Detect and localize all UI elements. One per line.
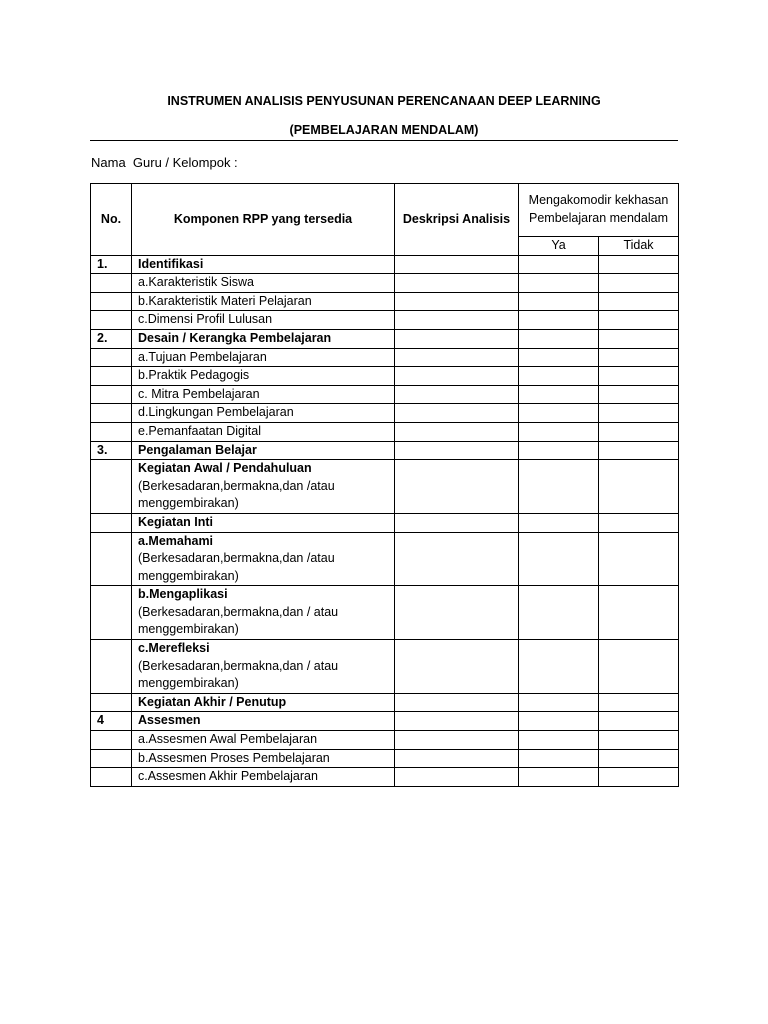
yes-cell[interactable]	[519, 768, 599, 787]
description-cell[interactable]	[395, 640, 519, 694]
table-row	[91, 731, 679, 750]
component-detail: b.Karakteristik Materi Pelajaran	[138, 293, 312, 308]
analysis-table	[90, 183, 679, 787]
table-row	[91, 404, 679, 423]
yes-cell[interactable]	[519, 586, 599, 640]
component-detail: b.Assesmen Proses Pembelajaran	[138, 750, 330, 765]
yes-cell[interactable]	[519, 292, 599, 311]
table-row	[91, 749, 679, 768]
no-cell[interactable]	[599, 693, 679, 712]
table-row	[91, 693, 679, 712]
yes-cell[interactable]	[519, 460, 599, 514]
table-row	[91, 460, 679, 514]
row-component	[132, 749, 395, 768]
row-component	[132, 586, 395, 640]
row-component	[132, 404, 395, 423]
component-detail: b.Praktik Pedagogis	[138, 368, 250, 383]
title-divider	[90, 140, 678, 141]
no-cell[interactable]	[599, 348, 679, 367]
yes-cell[interactable]	[519, 422, 599, 441]
description-cell[interactable]	[395, 274, 519, 293]
table-row	[91, 422, 679, 441]
document-subtitle: (PEMBELAJARAN MENDALAM)	[289, 123, 479, 137]
yes-cell[interactable]	[519, 255, 599, 274]
row-component	[132, 712, 395, 731]
component-detail: c.Dimensi Profil Lulusan	[138, 312, 273, 327]
description-cell[interactable]	[395, 731, 519, 750]
row-component	[132, 255, 395, 274]
no-cell[interactable]	[599, 441, 679, 460]
component-heading: b.Mengaplikasi	[138, 587, 228, 602]
row-number	[91, 367, 132, 386]
component-heading: Kegiatan Awal / Pendahuluan	[138, 461, 312, 476]
component-detail: c.Assesmen Akhir Pembelajaran	[138, 769, 318, 784]
row-component	[132, 367, 395, 386]
row-number	[91, 404, 132, 423]
row-component	[132, 513, 395, 532]
description-cell[interactable]	[395, 255, 519, 274]
no-cell[interactable]	[599, 255, 679, 274]
component-detail: (Berkesadaran,bermakna,dan /atau menggembirakan)	[138, 478, 335, 511]
no-cell[interactable]	[599, 385, 679, 404]
row-number: 1.	[91, 255, 132, 274]
row-number	[91, 460, 132, 514]
table-row	[91, 311, 679, 330]
yes-cell[interactable]	[519, 348, 599, 367]
description-cell[interactable]	[395, 292, 519, 311]
row-component	[132, 731, 395, 750]
yes-cell[interactable]	[519, 367, 599, 386]
header-yes: Ya	[519, 237, 599, 256]
table-row	[91, 712, 679, 731]
table-row	[91, 586, 679, 640]
no-cell[interactable]	[599, 712, 679, 731]
teacher-group-label: Nama Guru / Kelompok :	[91, 155, 238, 170]
no-cell[interactable]	[599, 460, 679, 514]
table-body	[91, 255, 679, 786]
header-component: Komponen RPP yang tersedia	[132, 184, 395, 256]
no-cell[interactable]	[599, 768, 679, 787]
row-number	[91, 731, 132, 750]
component-heading: Assesmen	[138, 713, 201, 728]
no-cell[interactable]	[599, 274, 679, 293]
component-detail: (Berkesadaran,bermakna,dan / atau menggembirakan)	[138, 604, 339, 637]
description-cell[interactable]	[395, 329, 519, 348]
row-component	[132, 292, 395, 311]
yes-cell[interactable]	[519, 693, 599, 712]
row-number: 2.	[91, 329, 132, 348]
row-number	[91, 768, 132, 787]
no-cell[interactable]	[599, 311, 679, 330]
description-cell[interactable]	[395, 532, 519, 586]
yes-cell[interactable]	[519, 441, 599, 460]
table-row	[91, 274, 679, 293]
table-row	[91, 640, 679, 694]
no-cell[interactable]	[599, 640, 679, 694]
no-cell[interactable]	[599, 404, 679, 423]
table-row	[91, 255, 679, 274]
no-cell[interactable]	[599, 532, 679, 586]
description-cell[interactable]	[395, 693, 519, 712]
row-number	[91, 532, 132, 586]
yes-cell[interactable]	[519, 640, 599, 694]
yes-cell[interactable]	[519, 712, 599, 731]
row-number	[91, 292, 132, 311]
component-detail: a.Assesmen Awal Pembelajaran	[138, 732, 318, 747]
description-cell[interactable]	[395, 749, 519, 768]
row-number	[91, 640, 132, 694]
yes-cell[interactable]	[519, 749, 599, 768]
row-component	[132, 640, 395, 694]
component-heading: c.Merefleksi	[138, 641, 210, 656]
description-cell[interactable]	[395, 422, 519, 441]
no-cell[interactable]	[599, 731, 679, 750]
description-cell[interactable]	[395, 385, 519, 404]
description-cell[interactable]	[395, 712, 519, 731]
header-accommodate: Mengakomodir kekhasan Pembelajaran mendalam	[519, 184, 679, 237]
row-number	[91, 385, 132, 404]
row-component	[132, 329, 395, 348]
row-component	[132, 693, 395, 712]
table-row	[91, 768, 679, 787]
yes-cell[interactable]	[519, 274, 599, 293]
row-number: 3.	[91, 441, 132, 460]
header-no: No.	[91, 184, 132, 256]
row-number	[91, 749, 132, 768]
header-no-col: Tidak	[599, 237, 679, 256]
no-cell[interactable]	[599, 513, 679, 532]
table-row	[91, 329, 679, 348]
yes-cell[interactable]	[519, 513, 599, 532]
component-heading: Pengalaman Belajar	[138, 442, 257, 457]
row-component	[132, 311, 395, 330]
no-cell[interactable]	[599, 292, 679, 311]
component-heading: Desain / Kerangka Pembelajaran	[138, 330, 332, 345]
row-number	[91, 422, 132, 441]
component-detail: (Berkesadaran,bermakna,dan / atau menggembirakan)	[138, 658, 339, 691]
table-row	[91, 292, 679, 311]
component-heading: a.Memahami	[138, 533, 214, 548]
row-number	[91, 693, 132, 712]
row-component	[132, 768, 395, 787]
no-cell[interactable]	[599, 367, 679, 386]
description-cell[interactable]	[395, 367, 519, 386]
description-cell[interactable]	[395, 441, 519, 460]
row-component	[132, 274, 395, 293]
table-row	[91, 367, 679, 386]
table-row	[91, 348, 679, 367]
no-cell[interactable]	[599, 749, 679, 768]
row-component	[132, 422, 395, 441]
component-heading: Kegiatan Inti	[138, 514, 214, 529]
row-component	[132, 532, 395, 586]
component-heading: Kegiatan Akhir / Penutup	[138, 694, 287, 709]
row-component	[132, 385, 395, 404]
description-cell[interactable]	[395, 460, 519, 514]
row-number	[91, 311, 132, 330]
yes-cell[interactable]	[519, 532, 599, 586]
no-cell[interactable]	[599, 586, 679, 640]
no-cell[interactable]	[599, 422, 679, 441]
component-detail: a.Tujuan Pembelajaran	[138, 349, 267, 364]
table-row	[91, 385, 679, 404]
document-title: INSTRUMEN ANALISIS PENYUSUNAN PERENCANAAN DEEP LEARNING	[167, 94, 601, 108]
table-row	[91, 513, 679, 532]
header-description: Deskripsi Analisis	[395, 184, 519, 256]
row-number	[91, 274, 132, 293]
row-number	[91, 513, 132, 532]
row-component	[132, 441, 395, 460]
description-cell[interactable]	[395, 348, 519, 367]
yes-cell[interactable]	[519, 329, 599, 348]
description-cell[interactable]	[395, 513, 519, 532]
yes-cell[interactable]	[519, 311, 599, 330]
yes-cell[interactable]	[519, 385, 599, 404]
description-cell[interactable]	[395, 768, 519, 787]
table-row	[91, 441, 679, 460]
row-number: 4	[91, 712, 132, 731]
table-row	[91, 532, 679, 586]
row-number	[91, 586, 132, 640]
component-detail: d.Lingkungan Pembelajaran	[138, 405, 294, 420]
row-number	[91, 348, 132, 367]
description-cell[interactable]	[395, 404, 519, 423]
component-detail: e.Pemanfaatan Digital	[138, 423, 261, 438]
yes-cell[interactable]	[519, 404, 599, 423]
row-component	[132, 348, 395, 367]
yes-cell[interactable]	[519, 731, 599, 750]
component-heading: Identifikasi	[138, 256, 204, 271]
no-cell[interactable]	[599, 329, 679, 348]
component-detail: (Berkesadaran,bermakna,dan /atau menggembirakan)	[138, 551, 335, 583]
component-detail: a.Karakteristik Siswa	[138, 275, 255, 290]
row-component	[132, 460, 395, 514]
component-detail: c. Mitra Pembelajaran	[138, 386, 260, 401]
description-cell[interactable]	[395, 586, 519, 640]
description-cell[interactable]	[395, 311, 519, 330]
